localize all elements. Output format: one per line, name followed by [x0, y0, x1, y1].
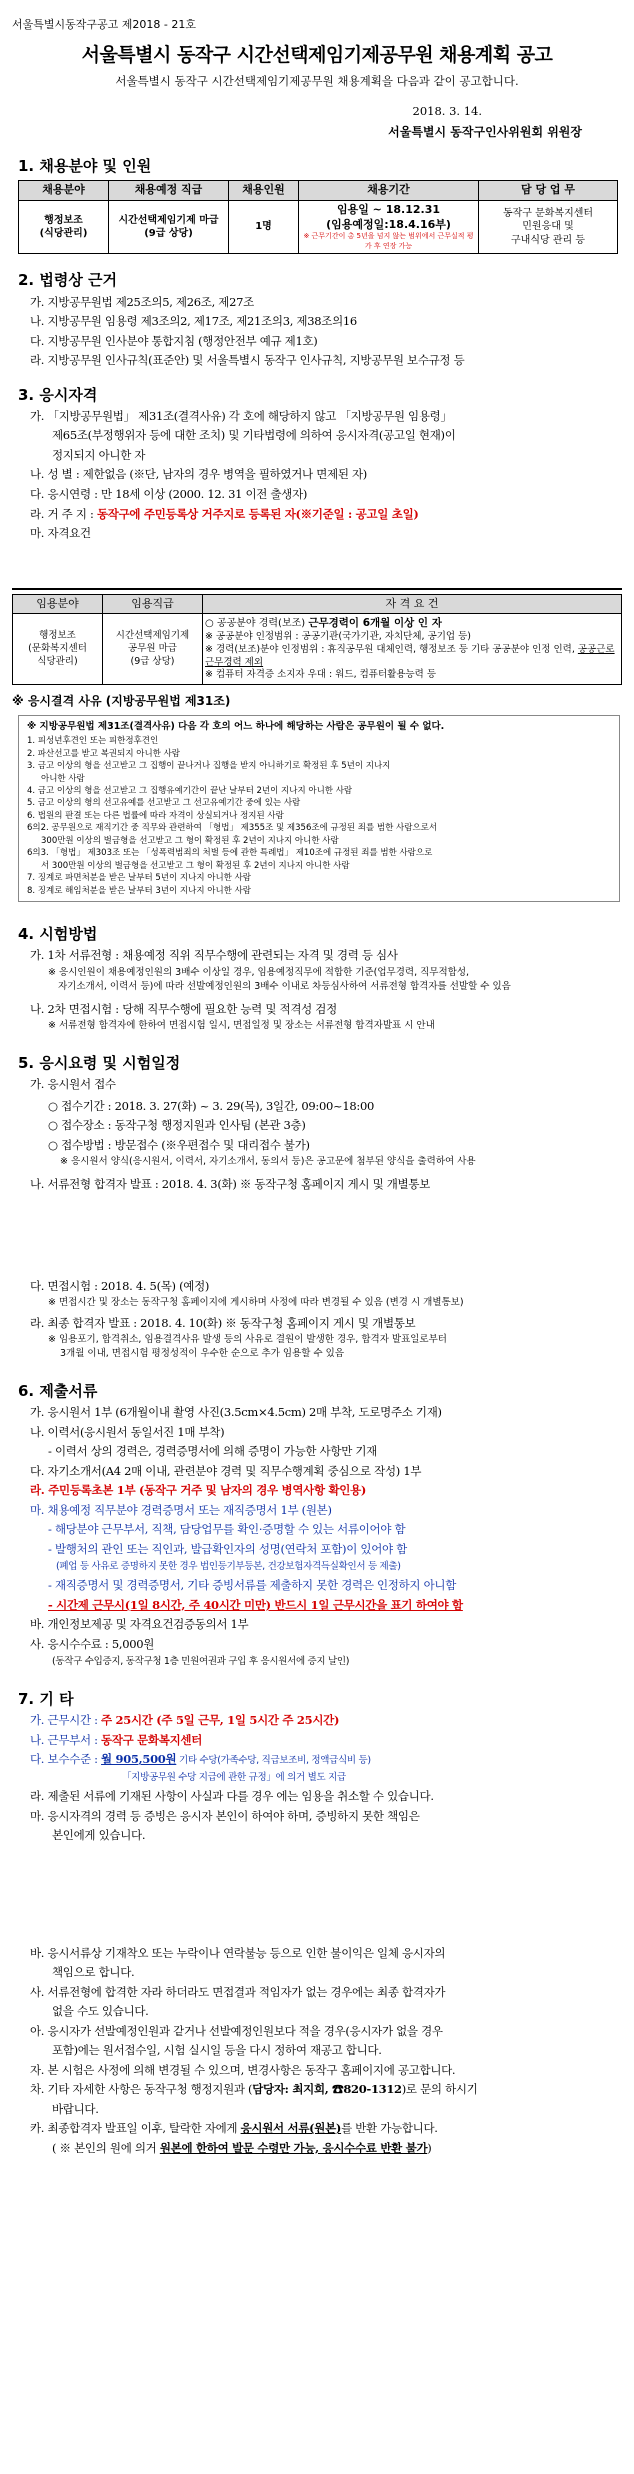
col-period: 채용기간 — [299, 180, 479, 200]
etc-ba-2: 책임으로 합니다. — [52, 1965, 135, 1980]
box-item: 3. 금고 이상의 형을 선고받고 그 집행이 끝나거나 집행을 받지 아니하기로 확정된 후 5년이 지나지 — [27, 761, 391, 772]
apply-method-note: ※ 응시원서 양식(응시원서, 이력서, 자기소개서, 동의서 등)은 공고문에 첨부된 양식을 출력하여 사용 — [60, 1156, 476, 1168]
etc-da — [12, 1752, 622, 1768]
doc-ma: 마. 채용예정 직무분야 경력증명서 또는 재직증명서 1부 (원본) — [30, 1502, 332, 1517]
box-item: 아니한 사람 — [41, 773, 85, 784]
signer: 서울특별시 동작구인사위원회 위원장 — [388, 124, 582, 139]
qual-ga-3: 정지되지 아니한 자 — [52, 447, 146, 462]
qualification-table — [12, 594, 622, 686]
etc-na-label: 나. 근무부서 : — [30, 1732, 102, 1747]
qual-ra — [12, 507, 622, 523]
box-item: 2. 파산선고를 받고 복권되지 아니한 사람 — [27, 748, 180, 759]
box-title: ※ 지방공무원법 제31조(결격사유) 다음 각 호의 어느 하나에 해당하는 사람은 공무원이 될 수 없다. — [27, 721, 445, 733]
apply-ra: 라. 최종 합격자 발표 : 2018. 4. 10(화) ※ 동작구청 홈페이지 게시 및 개별통보 — [30, 1315, 416, 1330]
disqualification-caption: ※ 응시결격 사유 (지방공무원법 제31조) — [12, 694, 231, 709]
box-item: 1. 피성년후견인 또는 피한정후견인 — [27, 736, 159, 747]
etc-da-line2: 「지방공무원 수당 지급에 관한 규정」에 의거 별도 지급 — [122, 1772, 346, 1784]
apply-ga: 가. 응시원서 접수 — [30, 1077, 116, 1092]
box-item: 7. 징계로 파면처분을 받은 날부터 5년이 지나지 아니한 사람 — [27, 873, 251, 884]
cell-duty: 동작구 문화복지센터 민원응대 및 구내식당 관리 등 — [479, 200, 618, 254]
period-note: ※ 근무기간이 총 5년을 넘지 않는 범위에서 근무실적 평가 후 연장 가능 — [303, 232, 474, 250]
section-3-heading: 3. 응시자격 — [18, 385, 98, 404]
box-item: 5. 금고 이상의 형의 선고유예를 선고받고 그 선고유예기간 중에 있는 사람 — [27, 798, 301, 809]
etc-ka2-suffix: ) — [427, 2140, 432, 2155]
exam-na-note: ※ 서류전형 합격자에 한하여 면접시험 일시, 면접일정 및 장소는 서류전형 합격자발표 시 안내 — [48, 1020, 435, 1032]
box-item: 6. 법원의 판결 또는 다른 법률에 따라 자격이 상실되거나 정지된 사람 — [27, 810, 284, 821]
req-2: ※ 공공분야 인정범위 : 공공기관(국가기관, 자치단체, 공기업 등) — [205, 630, 471, 642]
etc-ja: 자. 본 시험은 사정에 의해 변경될 수 있으며, 변경사항은 동작구 홈페이지에 공고합니다. — [30, 2062, 456, 2077]
period-main: 임용일 ~ 18.12.31 (임용예정일:18.4.16부) — [326, 202, 451, 231]
req-1 — [205, 616, 619, 631]
notice-number: 서울특별시동작구공고 제2018 - 21호 — [12, 18, 196, 31]
disqualification-box — [18, 715, 620, 902]
recruitment-table — [18, 180, 618, 254]
exam-ga-note-1: ※ 응시인원이 채용예정인원의 3배수 이상일 경우, 임용예정직무에 적합한 기준(업무경력, 직무적합성, — [48, 966, 470, 978]
col-field: 채용분야 — [19, 180, 109, 200]
apply-ra-note-1: ※ 임용포기, 합격취소, 임용결격사유 발생 등의 사유로 결원이 발생한 경우, 합격자 발표일로부터 — [48, 1334, 447, 1346]
col-field: 임용분야 — [13, 594, 103, 614]
req-3-prefix: ※ 경력(보조)분야 인정범위 : 휴직공무원 대체인력, 행정보조 등 기타 공공분야 인정 인력, — [205, 643, 578, 655]
req-4: ※ 컴퓨터 자격증 소지자 우대 : 워드, 컴퓨터활용능력 등 — [205, 669, 437, 681]
page-title: 서울특별시 동작구 시간선택제임기제공무원 채용계획 공고 — [81, 43, 553, 66]
col-count: 채용인원 — [229, 180, 299, 200]
doc-sa: 사. 응시수수료 : 5,000원 — [30, 1636, 155, 1651]
doc-na: 나. 이력서(응시원서 동일서진 1매 부착) — [30, 1424, 225, 1439]
etc-cha-1 — [12, 2082, 622, 2098]
box-item: 서 300만원 이상의 벌금형을 선고받고 그 형이 확정된 후 2년이 지나지 아니한 사람 — [41, 860, 350, 871]
exam-ga-note-2: 자기소개서, 이력서 등)에 따라 선발예정인원의 3배수 이내로 차등심사하여 서류전형 합격자를 선발할 수 있음 — [58, 980, 511, 992]
col-grade: 채용예정 직급 — [109, 180, 229, 200]
etc-ma-2: 본인에게 있습니다. — [52, 1828, 146, 1843]
cell-requirements — [203, 614, 622, 685]
section-7-heading: 7. 기 타 — [18, 1690, 74, 1709]
req-1-prefix: ○ 공공분야 경력(보조) — [205, 618, 309, 630]
law-item: 다. 지방공무원 인사분야 통합지침 (행정안전부 예규 제1호) — [30, 333, 318, 348]
etc-sa-2: 없을 수도 있습니다. — [52, 2004, 149, 2019]
etc-ka-2 — [12, 2141, 622, 2157]
box-item: 6의3. 「형법」 제303조 또는 「성폭력범죄의 처벌 등에 관한 특례법」 제10조에 규정된 죄를 범한 사람으로 — [27, 848, 433, 859]
qual-ma: 마. 자격요건 — [30, 526, 91, 541]
doc-ma-l2: - 발행처의 관인 또는 직인과, 발급확인자의 성명(연락처 포함)이 있어야 함 — [48, 1541, 407, 1556]
exam-ga: 가. 1차 서류전형 : 채용예정 직위 직무수행에 관련되는 자격 및 경력 등 심사 — [30, 948, 398, 963]
doc-ba: 바. 개인정보제공 및 자격요건검증동의서 1부 — [30, 1617, 249, 1632]
apply-ra-note-2: 3개월 이내, 면접시험 평정성적이 우수한 순으로 추가 임용할 수 있음 — [60, 1348, 345, 1360]
blank-space — [12, 1193, 622, 1275]
intro-text: 서울특별시 동작구 시간선택제임기제공무원 채용계획을 다음과 같이 공고합니다. — [115, 74, 519, 89]
etc-na-value: 동작구 문화복지센터 — [101, 1732, 203, 1747]
box-item: 6의2. 공무원으로 재직기간 중 직무와 관련하여 「형법」 제355조 및 제356조에 규정된 죄를 범한 사람으로서 — [27, 823, 438, 834]
apply-da-note: ※ 면접시간 및 장소는 동작구청 홈페이지에 게시하며 사정에 따라 변경될 수 있음 (변경 시 개별통보) — [48, 1297, 464, 1309]
cell-grade: 시간선택제임기제 공무원 마급 (9급 상당) — [103, 614, 203, 685]
req-1-bold: 근무경력이 6개월 이상 인 자 — [308, 617, 442, 630]
etc-ga-value: 주 25시간 (주 5일 근무, 1일 5시간 주 25시간) — [101, 1713, 340, 1728]
doc-ma-l1: - 해당분야 근무부서, 직책, 담당업무를 확인·증명할 수 있는 서류이어야 함 — [48, 1522, 406, 1537]
etc-na — [12, 1733, 622, 1749]
apply-da: 다. 면접시험 : 2018. 4. 5(목) (예정) — [30, 1278, 210, 1293]
etc-cha-suffix: )로 문의 하시기 — [401, 2082, 478, 2097]
law-item: 가. 지방공무원법 제25조의5, 제26조, 제27조 — [30, 294, 254, 309]
etc-da-value: 월 905,500원 — [101, 1752, 177, 1767]
col-duty: 담 당 업 무 — [479, 180, 618, 200]
box-item: 8. 징계로 해임처분을 받은 날부터 3년이 지나지 아니한 사람 — [27, 885, 251, 896]
doc-ga: 가. 응시원서 1부 (6개월이내 촬영 사진(3.5cm×4.5cm) 2매 부착, 도로명주소 기재) — [30, 1405, 442, 1420]
apply-period: ○ 접수기간 : 2018. 3. 27(화) ~ 3. 29(목), 3일간, 09:00~18:00 — [48, 1098, 374, 1113]
apply-method: ○ 접수방법 : 방문접수 (※우편접수 및 대리접수 불가) — [48, 1137, 310, 1152]
etc-cha-contact: 담당자: 최지희, ☎820-1312 — [252, 2082, 402, 2097]
qual-ra-prefix: 라. 거 주 지 : — [30, 506, 97, 521]
etc-ka-prefix: 카. 최종합격자 발표일 이후, 탈락한 자에게 — [30, 2121, 241, 2136]
etc-ka-suffix: 를 반환 가능합니다. — [341, 2121, 438, 2136]
etc-cha-prefix: 차. 기타 자세한 사항은 동작구청 행정지원과 ( — [30, 2082, 253, 2097]
section-1-heading: 1. 채용분야 및 인원 — [18, 156, 152, 175]
etc-ka2-prefix: ( ※ 본인의 원에 의거 — [52, 2140, 160, 2155]
apply-na: 나. 서류전형 합격자 발표 : 2018. 4. 3(화) ※ 동작구청 홈페이지 게시 및 개별통보 — [30, 1177, 430, 1192]
notice-date: 2018. 3. 14. — [412, 104, 482, 118]
etc-ga-label: 가. 근무시간 : — [30, 1713, 102, 1728]
law-item: 라. 지방공무원 인사규칙(표준안) 및 서울특별시 동작구 인사규칙, 지방공무원 보수규정 등 — [30, 353, 465, 368]
section-4-heading: 4. 시험방법 — [18, 925, 98, 944]
etc-sa-1: 사. 서류전형에 합격한 자라 하더라도 면접결과 적임자가 없는 경우에는 최종 합격자가 — [30, 1984, 446, 1999]
col-requirement: 자 격 요 건 — [203, 594, 622, 614]
apply-place: ○ 접수장소 : 동작구청 행정지원과 인사팀 (본관 3층) — [48, 1118, 306, 1133]
box-item: 300만원 이상의 벌금형을 선고받고 그 형이 확정된 후 2년이 지나지 아니한 사람 — [41, 835, 339, 846]
law-item: 나. 지방공무원 임용령 제3조의2, 제17조, 제21조의3, 제38조의16 — [30, 314, 357, 329]
cell-count: 1명 — [229, 200, 299, 254]
cell-grade: 시간선택제임기제 마급 (9급 상당) — [109, 200, 229, 254]
doc-ma-l4: - 재직증명서 및 경력증명서, 기타 증빙서류를 제출하지 못한 경력은 인정하지 아니함 — [48, 1578, 456, 1593]
etc-da-label: 다. 보수수준 : — [30, 1752, 102, 1767]
cell-field: 행정보조 (식당관리) — [19, 200, 109, 254]
req-3 — [205, 644, 619, 670]
req-3-underline: 공공근로 근무경력 제외 — [205, 643, 615, 668]
etc-cha-2: 바랍니다. — [52, 2101, 99, 2116]
box-item: 4. 금고 이상의 형을 선고받고 그 집행유예기간이 끝난 날부터 2년이 지나지 아니한 사람 — [27, 786, 353, 796]
etc-ra: 라. 제출된 서류에 기재된 사항이 사실과 다를 경우 에는 임용을 취소할 수 있습니다. — [30, 1789, 434, 1804]
etc-ka-1 — [12, 2121, 622, 2137]
exam-na: 나. 2차 면접시험 : 당해 직무수행에 필요한 능력 및 적격성 검정 — [30, 1001, 337, 1016]
qual-da: 다. 응시연령 : 만 18세 이상 (2000. 12. 31 이전 출생자) — [30, 486, 308, 501]
section-5-heading: 5. 응시요령 및 시험일정 — [18, 1053, 181, 1072]
doc-sa-note: (동작구 수입증지, 동작구청 1층 민원여권과 구입 후 응시원서에 증지 날인) — [52, 1656, 350, 1668]
cell-period — [299, 200, 479, 254]
qual-ra-red: 동작구에 주민등록상 거주지로 등록된 자(※기준일 : 공고일 초일) — [96, 506, 419, 521]
etc-ka-bold: 응시원서 서류(원본) — [240, 2121, 342, 2136]
qual-ga-1: 가. 「지방공무원법」 제31조(결격사유) 각 호에 해당하지 않고 「지방공무원 임용령」 — [30, 408, 452, 423]
doc-ma-l5: - 시간제 근무시(1일 8시간, 주 40시간 미만) 반드시 1일 근무시간을 표기 하여야 함 — [48, 1597, 463, 1612]
doc-da: 다. 자기소개서(A4 2매 이내, 관련분야 경력 및 직무수행계획 중심으로 작성) 1부 — [30, 1463, 422, 1478]
etc-a-1: 아. 응시자가 선발예정인원과 같거나 선발예정인원보다 적을 경우(응시자가 없을 경우 — [30, 2023, 443, 2038]
section-2-heading: 2. 법령상 근거 — [18, 271, 118, 290]
etc-a-2: 포함)에는 원서접수일, 시험 실시일 등을 다시 정하여 재공고 합니다. — [52, 2043, 382, 2058]
doc-na-sub: - 이력서 상의 경력은, 경력증명서에 의해 증명이 가능한 사항만 기재 — [48, 1444, 377, 1459]
doc-ma-l3: (폐업 등 사유로 증명하지 못한 경우 법인등기부등본, 건강보험자격득실확인서 등 제출) — [56, 1561, 401, 1573]
doc-ra: 라. 주민등록초본 1부 (동작구 거주 및 남자의 경우 병역사항 확인용) — [30, 1483, 367, 1498]
etc-ba-1: 바. 응시서류상 기재착오 또는 누락이나 연락불능 등으로 인한 불이익은 일체 응시자의 — [30, 1945, 446, 1960]
qual-ga-2: 제65조(부정행위자 등에 대한 조치) 및 기타법령에 의하여 응시자격(공고일 현재)이 — [52, 428, 456, 443]
etc-da-tail: 기타 수당(가족수당, 직급보조비, 정액급식비 등) — [176, 1755, 371, 1767]
cell-field: 행정보조 (문화복지센터 식당관리) — [13, 614, 103, 685]
etc-ma-1: 마. 응시자격의 경력 등 증빙은 응시자 본인이 하여야 하며, 증빙하지 못한 책임은 — [30, 1808, 420, 1823]
section-6-heading: 6. 제출서류 — [18, 1382, 98, 1401]
blank-space — [12, 1844, 622, 1942]
etc-ga — [12, 1713, 622, 1729]
etc-ka2-bold: 원본에 한하여 발문 수령만 가능, 응시수수료 반환 불가 — [159, 2140, 428, 2155]
divider — [12, 588, 622, 590]
qual-na: 나. 성 별 : 제한없음 (※단, 남자의 경우 병역을 필하였거나 면제된 자) — [30, 467, 367, 482]
col-grade: 임용직급 — [103, 594, 203, 614]
